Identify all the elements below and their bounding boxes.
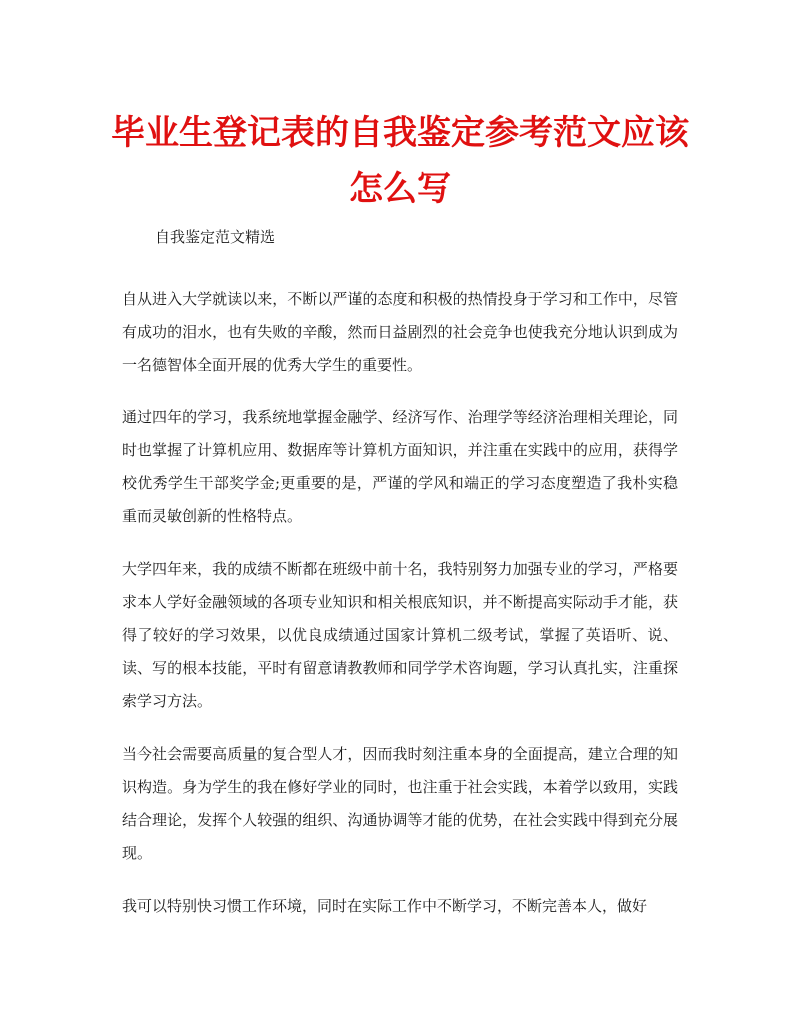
paragraph: 大学四年来，我的成绩不断都在班级中前十名，我特别努力加强专业的学习，严格要求本人学好金融领域的各项专业知识和相关根底知识，并不断提高实际动手才能，获得了较好的学习效果，以优良成绩通过国家计算机二级考试，掌握了英语听、说、读、写的根本技能，平时有留意请教教师和同学学术咨询题，学习认真扎实，注重探索学习方法。	[122, 560, 678, 710]
paragraph: 当今社会需要高质量的复合型人才，因而我时刻注重本身的全面提高，建立合理的知识构造。身为学生的我在修好学业的同时，也注重于社会实践，本着学以致用，实践结合理论，发挥个人较强的组织、沟通协调等才能的优势，在社会实践中得到充分展现。	[122, 745, 678, 862]
paragraph: 通过四年的学习，我系统地掌握金融学、经济写作、治理学等经济治理相关理论，同时也掌握了计算机应用、数据库等计算机方面知识，并注重在实践中的应用，获得学校优秀学生干部奖学金;更重要的是，严谨的学风和端正的学习态度塑造了我朴实稳重而灵敏创新的性格特点。	[122, 408, 678, 525]
paragraph: 自从进入大学就读以来，不断以严谨的态度和积极的热情投身于学习和工作中，尽管有成功的泪水，也有失败的辛酸，然而日益剧烈的社会竞争也使我充分地认识到成为一名德智体全面开展的优秀大学生的重要性。	[122, 290, 678, 374]
paragraph: 我可以特别快习惯工作环境，同时在实际工作中不断学习，不断完善本人，做好	[122, 897, 648, 915]
document-title: 毕业生登记表的自我鉴定参考范文应该怎么写	[111, 113, 689, 209]
document-subtitle: 自我鉴定范文精选	[155, 228, 276, 246]
